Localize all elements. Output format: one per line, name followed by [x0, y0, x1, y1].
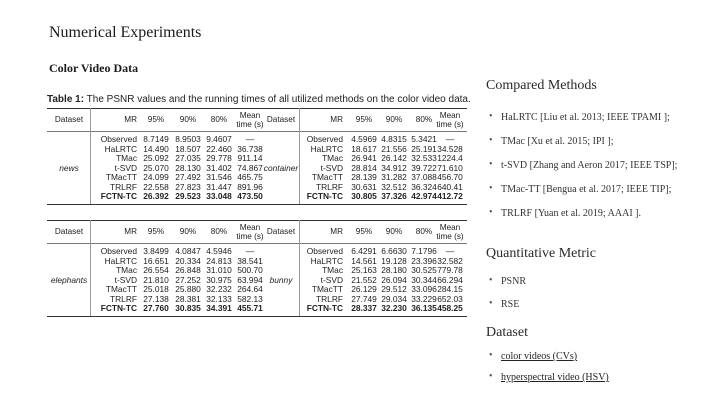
table-cell: 26.142: [381, 153, 407, 163]
table-cell: 473.50: [237, 191, 263, 201]
column-header: 90%: [385, 115, 403, 124]
column-header-mean-time: time (s): [436, 232, 464, 241]
table-cell: 25.163: [351, 265, 377, 275]
column-header: 95%: [355, 227, 373, 236]
table-cell: 26.554: [143, 265, 169, 275]
table-caption-text: The PSNR values and the running times of all utilized methods on the color video data.: [86, 94, 471, 105]
table-cell: 34.391: [206, 303, 232, 313]
table-cell: FCTN-TC: [100, 191, 137, 201]
table-divider: [90, 220, 91, 316]
slide-subtitle: Color Video Data: [49, 61, 139, 75]
table-cell: HaLRTC: [104, 143, 137, 154]
table-cell: 28.381: [175, 293, 201, 304]
column-header: Dataset: [266, 115, 296, 124]
table-cell: TMacTT: [105, 284, 137, 294]
column-header-mean-time: time (s): [236, 232, 264, 241]
dataset-name: elephants: [50, 274, 88, 285]
table-cell: 32.230: [381, 303, 407, 313]
list-item: [486, 112, 716, 123]
table-cell: 14.490: [143, 143, 169, 154]
table-cell: TRLRF: [316, 181, 343, 192]
table-cell: 33.229: [411, 293, 437, 304]
method-tmac: TMac [Xu et al. 2015; IPI ];: [501, 136, 614, 147]
table-cell: 455.71: [237, 303, 263, 313]
table-cell: 32.133: [206, 293, 232, 304]
quantitative-metric-section: [486, 246, 716, 310]
column-header: MR: [124, 115, 137, 124]
table-cell: 500.70: [237, 265, 263, 275]
quantitative-metric-list: [486, 276, 716, 310]
slide-title: Numerical Experiments: [49, 24, 202, 41]
table-cell: 32.533: [411, 153, 437, 163]
table-cell: 31.447: [206, 181, 232, 192]
table-cell: 26.848: [175, 265, 201, 275]
table-caption: [47, 94, 471, 105]
table-cell: 264.64: [237, 284, 263, 294]
list-item: [486, 160, 716, 171]
bullet-icon: •: [489, 111, 493, 122]
column-header: 80%: [415, 115, 433, 124]
table-cell: 71.610: [437, 162, 463, 173]
table-cell: 32.512: [381, 181, 407, 192]
table-cell: 6.6630: [381, 246, 407, 256]
column-header: 95%: [355, 115, 373, 124]
table-cell: TRLRF: [110, 181, 137, 192]
table-cell: 29.512: [381, 284, 407, 294]
table-cell: t-SVD: [114, 162, 137, 173]
table-cell: 33.048: [206, 191, 232, 201]
table-divider: [90, 108, 91, 204]
table-cell: HaLRTC: [310, 255, 343, 266]
table-cell: 28.139: [351, 172, 377, 182]
table-cell: 16.651: [143, 255, 169, 266]
table-cell: t-SVD: [114, 274, 137, 285]
table-cell: 652.03: [437, 293, 463, 304]
table-rule: [47, 131, 467, 132]
column-header: 95%: [147, 115, 165, 124]
table-cell: TMac: [116, 265, 137, 275]
list-item: [486, 184, 716, 195]
table-cell: TMac: [322, 153, 343, 163]
table-rule: [47, 108, 467, 109]
method-tsvd: t-SVD [Zhang and Aeron 2017; IEEE TSP];: [501, 160, 678, 171]
table-cell: 22.558: [143, 181, 169, 192]
table-cell: 640.41: [437, 181, 463, 192]
table-caption-label: Table 1:: [47, 94, 85, 105]
column-header: 80%: [210, 227, 228, 236]
column-header: 90%: [385, 227, 403, 236]
method-trlrf: TRLRF [Yuan et al. 2019; AAAI ].: [501, 208, 641, 219]
table-cell: TMac: [116, 153, 137, 163]
column-header: 90%: [179, 227, 197, 236]
bullet-icon: •: [489, 183, 493, 194]
table-cell: 42.974: [411, 191, 437, 201]
dataset-list: [486, 351, 716, 383]
column-header-mean-time: Mean: [439, 111, 461, 120]
table-rule: [47, 316, 467, 317]
table-cell: 7.1796: [411, 246, 437, 256]
table-cell: 456.70: [437, 172, 463, 182]
bullet-icon: •: [489, 135, 493, 146]
column-header: MR: [330, 227, 343, 236]
table-cell: 37.088: [411, 172, 437, 182]
dataset-name: container: [263, 162, 299, 173]
quantitative-metric-heading: Quantitative Metric: [486, 246, 597, 261]
table-divider: [299, 108, 300, 204]
table-cell: 31.402: [206, 162, 232, 173]
dataset-name: bunny: [269, 274, 293, 285]
table-cell: 21.556: [381, 143, 407, 154]
table-cell: 30.835: [175, 303, 201, 313]
table-cell: FCTN-TC: [306, 303, 343, 313]
table-cell: 29.034: [381, 293, 407, 304]
table-cell: 284.15: [437, 284, 463, 294]
table-cell: 3.8499: [143, 246, 169, 256]
column-header: 90%: [179, 115, 197, 124]
bullet-icon: •: [489, 207, 493, 218]
table-cell: 27.035: [175, 153, 201, 163]
table-cell: 34.912: [381, 162, 407, 173]
table-rule: [47, 243, 467, 244]
table-cell: 18.507: [175, 143, 201, 154]
table-cell: TMacTT: [311, 172, 343, 182]
table-divider: [299, 220, 300, 316]
metric-rse: RSE: [501, 299, 520, 310]
table-cell: 911.14: [237, 153, 263, 163]
bullet-icon: •: [489, 275, 493, 286]
table-cell: 63.994: [237, 274, 263, 285]
table-cell: 25.018: [143, 284, 169, 294]
column-header: 80%: [415, 227, 433, 236]
table-cell: 8.9503: [175, 134, 201, 144]
table-cell: 28.814: [351, 162, 377, 173]
dataset-name: news: [59, 162, 79, 173]
table-cell: 582.13: [237, 293, 263, 304]
table-cell: 36.738: [237, 143, 263, 154]
compared-methods-heading: Compared Methods: [486, 78, 597, 93]
table-cell: TRLRF: [316, 293, 343, 304]
table-cell: 28.337: [351, 303, 377, 313]
table-cell: 6.4291: [351, 246, 377, 256]
table-cell: 9.4607: [206, 134, 232, 144]
table-rule: [47, 220, 467, 221]
table-cell: TRLRF: [110, 293, 137, 304]
table-cell: 26.094: [381, 274, 407, 285]
table-cell: 32.582: [437, 255, 463, 266]
column-header: Dataset: [54, 227, 84, 236]
table-cell: —: [445, 134, 455, 144]
table-cell: 4.8315: [381, 134, 407, 144]
dataset-link-hsv[interactable]: hyperspectral video (HSV): [501, 372, 609, 383]
table-cell: Observed: [100, 246, 137, 256]
table-cell: 20.334: [175, 255, 201, 266]
table-cell: 23.396: [411, 255, 437, 266]
table-cell: 27.760: [143, 303, 169, 313]
table-cell: 21.810: [143, 274, 169, 285]
table-cell: 19.128: [381, 255, 407, 266]
table-cell: 27.749: [351, 293, 377, 304]
table-cell: 30.525: [411, 265, 437, 275]
table-cell: 22.460: [206, 143, 232, 154]
column-header-mean-time: Mean: [239, 223, 261, 232]
table-cell: TMacTT: [105, 172, 137, 182]
column-header-mean-time: Mean: [239, 111, 261, 120]
table-cell: 1224.4: [437, 153, 463, 163]
table-cell: 28.180: [381, 265, 407, 275]
method-haltrc: HaLRTC [Liu et al. 2013; IEEE TPAMI ];: [501, 112, 670, 123]
compared-methods-section: [486, 78, 716, 219]
table-cell: 4.0847: [175, 246, 201, 256]
table-cell: Observed: [306, 134, 343, 144]
table-cell: 37.326: [381, 191, 407, 201]
table-cell: 66.294: [437, 274, 463, 285]
column-header: Dataset: [266, 227, 296, 236]
column-header: MR: [124, 227, 137, 236]
column-header-mean-time: time (s): [436, 120, 464, 129]
table-cell: TMacTT: [311, 284, 343, 294]
table-rule: [47, 204, 467, 205]
table-cell: FCTN-TC: [306, 191, 343, 201]
table-cell: 29.523: [175, 191, 201, 201]
list-item: [486, 351, 716, 362]
list-item: [486, 208, 716, 219]
table-cell: 28.130: [175, 162, 201, 173]
bullet-icon: •: [489, 298, 493, 309]
table-cell: 26.941: [351, 153, 377, 163]
column-header: 80%: [210, 115, 228, 124]
table-cell: 30.631: [351, 181, 377, 192]
list-item: [486, 299, 716, 310]
psnr-table: [47, 108, 467, 332]
table-cell: 31.010: [206, 265, 232, 275]
table-cell: 36.135: [411, 303, 437, 313]
table-cell: 39.722: [411, 162, 437, 173]
table-cell: TMac: [322, 265, 343, 275]
table-cell: 5.3421: [411, 134, 437, 144]
table-cell: 24.099: [143, 172, 169, 182]
table-cell: 34.528: [437, 143, 463, 154]
table-cell: 30.975: [206, 274, 232, 285]
compared-methods-list: [486, 112, 716, 219]
table-cell: Observed: [100, 134, 137, 144]
list-item: [486, 372, 716, 383]
table-cell: 25.092: [143, 153, 169, 163]
table-cell: 31.282: [381, 172, 407, 182]
psnr-table-figure: [47, 92, 471, 332]
table-cell: 21.552: [351, 274, 377, 285]
table-cell: t-SVD: [320, 162, 343, 173]
table-cell: 27.823: [175, 181, 201, 192]
table-cell: 33.096: [411, 284, 437, 294]
table-cell: 27.138: [143, 293, 169, 304]
bullet-icon: •: [489, 159, 493, 170]
bullet-icon: •: [489, 350, 493, 361]
table-cell: —: [445, 246, 455, 256]
dataset-heading: Dataset: [486, 325, 528, 340]
table-cell: t-SVD: [320, 274, 343, 285]
bullet-icon: •: [489, 371, 493, 382]
table-cell: 24.813: [206, 255, 232, 266]
table-cell: 38.541: [237, 255, 263, 266]
method-tmactt: TMac-TT [Bengua et al. 2017; IEEE TIP];: [501, 184, 672, 195]
table-cell: HaLRTC: [310, 143, 343, 154]
table-cell: 14.561: [351, 255, 377, 266]
table-cell: —: [245, 246, 255, 256]
table-cell: 412.72: [437, 191, 463, 201]
table-cell: 74.867: [237, 162, 263, 173]
table-cell: Observed: [306, 246, 343, 256]
table-cell: —: [245, 134, 255, 144]
table-cell: 18.617: [351, 143, 377, 154]
column-header: 95%: [147, 227, 165, 236]
table-cell: 29.778: [206, 153, 232, 163]
column-header-mean-time: time (s): [236, 120, 264, 129]
table-cell: FCTN-TC: [100, 303, 137, 313]
table-cell: 8.7149: [143, 134, 169, 144]
table-cell: 891.96: [237, 181, 263, 192]
table-cell: 32.232: [206, 284, 232, 294]
table-cell: 779.78: [437, 265, 463, 275]
table-cell: 4.5946: [206, 246, 232, 256]
list-item: [486, 276, 716, 287]
table-cell: 26.392: [143, 191, 169, 201]
table-cell: HaLRTC: [104, 255, 137, 266]
table-cell: 30.344: [411, 274, 437, 285]
table-cell: 27.252: [175, 274, 201, 285]
table-cell: 31.546: [206, 172, 232, 182]
table-cell: 26.129: [351, 284, 377, 294]
column-header: Dataset: [54, 115, 84, 124]
table-cell: 25.880: [175, 284, 201, 294]
metric-psnr: PSNR: [501, 276, 527, 287]
table-cell: 458.25: [437, 303, 463, 313]
table-cell: 30.805: [351, 191, 377, 201]
table-cell: 25.191: [411, 143, 437, 154]
list-item: [486, 136, 716, 147]
table-cell: 36.324: [411, 181, 437, 192]
column-header: MR: [330, 115, 343, 124]
table-cell: 465.75: [237, 172, 263, 182]
dataset-section: [486, 325, 716, 383]
column-header-mean-time: Mean: [439, 223, 461, 232]
table-cell: 27.492: [175, 172, 201, 182]
table-cell: 4.5969: [351, 134, 377, 144]
dataset-link-cvs[interactable]: color videos (CVs): [501, 351, 578, 362]
table-cell: 25.070: [143, 162, 169, 173]
